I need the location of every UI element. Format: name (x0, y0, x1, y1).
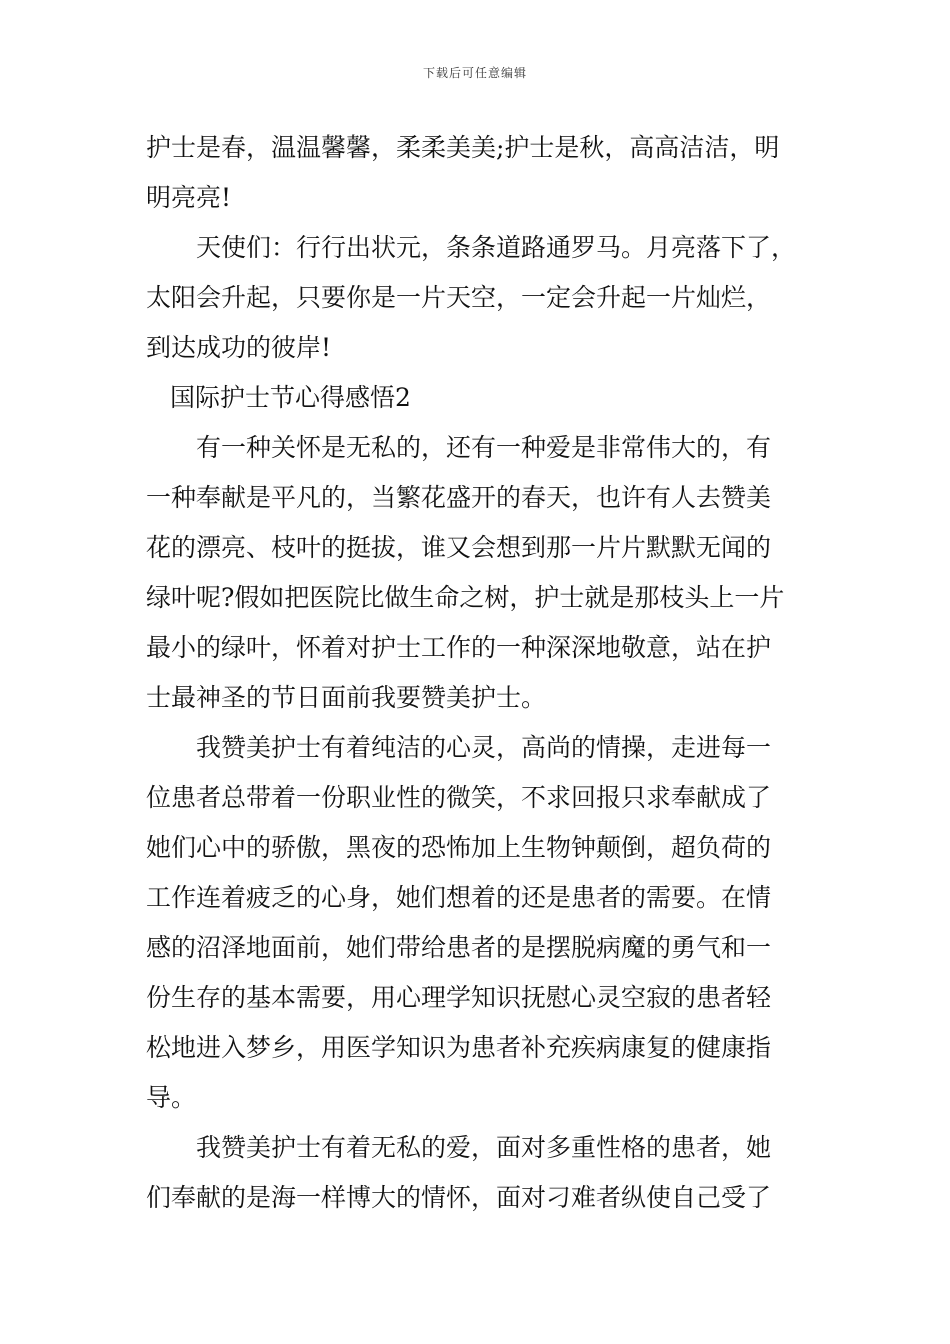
text-line: 位患者总带着一份职业性的微笑，不求回报只求奉献成了 (146, 783, 772, 812)
text-line: 有一种关怀是无私的，还有一种爱是非常伟大的，有 (196, 433, 772, 462)
text-line: 们奉献的是海一样博大的情怀，面对刁难者纵使自己受了 (146, 1183, 772, 1212)
text-line: 工作连着疲乏的心身，她们想着的还是患者的需要。在情 (146, 883, 772, 912)
text-line: 我赞美护士有着无私的爱，面对多重性格的患者，她 (196, 1133, 772, 1162)
text-line: 感的沼泽地面前，她们带给患者的是摆脱病魔的勇气和一 (146, 933, 772, 962)
text-line: 花的漂亮、枝叶的挺拔，谁又会想到那一片片默默无闻的 (146, 533, 772, 562)
text-line: 太阳会升起，只要你是一片天空，一定会升起一片灿烂， (146, 283, 772, 312)
text-line: 一种奉献是平凡的，当繁花盛开的春天，也许有人去赞美 (146, 483, 772, 512)
page-header: 下载后可任意编辑 (422, 66, 527, 80)
text-line: 松地进入梦乡，用医学知识为患者补充疾病康复的健康指 (146, 1033, 772, 1062)
text-line: 士最神圣的节日面前我要赞美护士。 (146, 683, 547, 712)
text-line: 到达成功的彼岸! (146, 333, 332, 362)
document-body (146, 123, 846, 1223)
text-line: 护士是春，温温馨馨，柔柔美美;护士是秋，高高洁洁，明 (146, 133, 780, 162)
text-line: 绿叶呢?假如把医院比做生命之树，护士就是那枝头上一片 (146, 583, 785, 612)
text-line: 份生存的基本需要，用心理学知识抚慰心灵空寂的患者轻 (146, 983, 772, 1012)
text-line: 导。 (146, 1083, 197, 1112)
text-line: 她们心中的骄傲，黑夜的恐怖加上生物钟颠倒，超负荷的 (146, 833, 772, 862)
text-line: 明亮亮! (146, 183, 232, 212)
text-line: 最小的绿叶，怀着对护士工作的一种深深地敬意，站在护 (146, 633, 772, 662)
text-line: 我赞美护士有着纯洁的心灵，高尚的情操，走进每一 (196, 733, 772, 762)
text-line: 天使们：行行出状元，条条道路通罗马。月亮落下了， (196, 233, 797, 262)
section-heading: 国际护士节心得感悟2 (170, 383, 411, 412)
